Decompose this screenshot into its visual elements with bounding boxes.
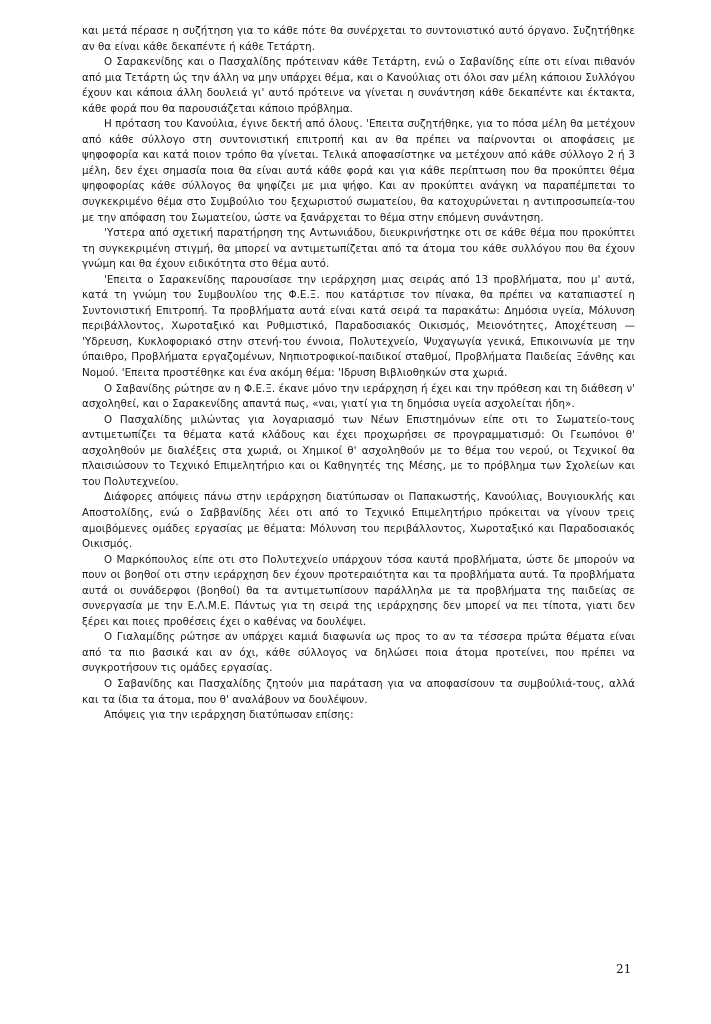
paragraph: Απόψεις για την ιεράρχηση διατύπωσαν επίσης: <box>104 709 354 722</box>
paragraph: και μετά πέρασε η συζήτηση για το κάθε πότε θα συνέρχεται το συντονιστικό αυτό όργανο. Συζητήθηκε αν θα είναι κάθε δεκαπέντε ή κάθε Τετάρτη. <box>82 25 635 53</box>
document-page <box>82 24 635 1004</box>
paragraph: Ο Γιαλαμίδης ρώτησε αν υπάρχει καμιά διαφωνία ως προς το αν τα τέσσερα πρώτα θέματα είναι από τα πιο βασικά και αν όχι, κάθε σύλλογος να δηλώσει ποια άτομα προτείνει, που πρέπει να συγκροτήσουν τις ομάδες εργασίας. <box>82 631 635 675</box>
paragraph: Η πρόταση του Κανούλια, έγινε δεκτή από όλους. 'Επειτα συζητήθηκε, για το πόσα μέλη θα μετέχουν από κάθε σύλλογο στη συντονιστική επιτροπή και αν θα πρέπει να παίρνονται οι αποφάσεις με ψηφοφορία και κατά ποιον τρόπο θα γίνεται. Τελικά αποφασίστηκε να μετέχουν από κάθε σύλλογο 2 ή 3 μέλη, δεν έχει σημασία ποια θα είναι αυτά κάθε φορά και για κάθε περίπτωση που θα προκύπτει θέμα ψηφοφορίας κάθε σύλλογος θα ψηφίζει με μια ψήφο. Και αν προκύπτει ανάγκη να παραπέμπεται το συγκεκριμένο θέμα στο Συμβούλιο του ξεχωριστού σωματείου, θα κατοχυρώνεται η αντιπροσωπεία-του με την απόφαση του Σωματείου, ώστε να ξανάρχεται το θέμα στην επόμενη συνάντηση. <box>82 118 635 224</box>
page-number: 21 <box>616 962 632 976</box>
body-text <box>82 24 635 724</box>
paragraph: Διάφορες απόψεις πάνω στην ιεράρχηση διατύπωσαν οι Παπακωστής, Κανούλιας, Βουγιουκλής και Αποστολίδης, ενώ ο Σαββανίδης λέει οτι από το Τεχνικό Επιμελητήριο πρόκειται να γίνουν τρεις αμοιβόμενες ομάδες εργασίας με θέματα: Μόλυνση του περιβάλλοντος, Χωροταξικό και Παραδοσιακός Οικισμός. <box>82 491 635 551</box>
paragraph: Ο Σαρακενίδης και ο Πασχαλίδης πρότειναν κάθε Τετάρτη, ενώ ο Σαβανίδης είπε οτι είναι πιθανόν από μια Τετάρτη ώς την άλλη να μην υπάρχει θέμα, και ο Κανούλιας οτι όλοι σαν μέλη κάποιου Συλλόγου έχουν και κάποια άλλη δουλειά γι' αυτό πρότεινε να γίνεται η συνάντηση κάθε δεκαπέντε και έκτακτα, κάθε φορά που θα παρουσιάζεται κάποιο πρόβλημα. <box>82 56 635 115</box>
paragraph: Ο Μαρκόπουλος είπε οτι στο Πολυτεχνείο υπάρχουν τόσα καυτά προβλήματα, ώστε δε μπορούν να πουν οι βοηθοί οτι στην ιεράρχηση δεν έχουν προτεραιότητα και τα προβλήματα αυτά. Τα προβλήματα αυτά οι συνάδερφοι (βοηθοί) θα τα αντιμετωπίσουν παράλληλα με τα προβλήματα της παιδείας σε συνεργασία με την Ε.Λ.Μ.Ε. Πάντως για τη σειρά της ιεράρχησης δεν μπορεί να πει τίποτα, γιατι δεν ξέρει και ποιες προθέσεις έχει ο καθένας να δουλέψει. <box>82 553 635 628</box>
paragraph: Ο Σαβανίδης και Πασχαλίδης ζητούν μια παράταση για να αποφασίσουν τα συμβούλιά-τους, αλλά και τα ίδια τα άτομα, που θ' αναλάβουν να δουλέψουν. <box>82 677 635 706</box>
paragraph: 'Υστερα από σχετική παρατήρηση της Αντωνιάδου, διευκρινήστηκε οτι σε κάθε θέμα που προκύπτει τη συγκεκριμένη στιγμή, θα μπορεί να αντιμετωπίζεται από τα άτομα του κάθε συλλόγου που θα έχουν γνώμη και θα έχουν ειδικότητα στο θέμα αυτό. <box>82 227 635 271</box>
paragraph: Ο Σαβανίδης ρώτησε αν η Φ.Ε.Ξ. έκανε μόνο την ιεράρχηση ή έχει και την πρόθεση και τη διάθεση ν' ασχοληθεί, και ο Σαρακενίδης απαντά πως, «ναι, γιατί για τη δημόσια υγεία ασχολείται ήδη». <box>82 382 635 411</box>
paragraph: 'Επειτα ο Σαρακενίδης παρουσίασε την ιεράρχηση μιας σειράς από 13 προβλήματα, που μ' αυτά, κατά τη γνώμη του Συμβουλίου της Φ.Ε.Ξ. που κατάρτισε τον πίνακα, θα πρέπει να καταπιαστεί η Συντονιστική Επιτροπή. Τα προβλήματα αυτά είναι κατά σειρά τα παρακάτω: Δημόσια υγεία, Μόλυνση περιβάλλοντος, Χωροταξικό και Ρυθμιστικό, Παραδοσιακός Οικισμός, Μειονότητες, Αποχέτευση — 'Υδρευση, Κυκλοφοριακό στην στενή-του έννοια, Πολυτεχνείο, Ψυχαγωγία γενικά, Επικοινωνία με την ύπαιθρο, Προβλήματα εργαζομένων, Νηπιοτροφικοί-παιδικοί σταθμοί, Προβλήματα Παιδείας Ξάνθης και Νομού. 'Επειτα προστέθηκε και ένα ακόμη θέμα: 'Ιδρυση Βιβλιοθηκών στα χωριά. <box>82 273 635 380</box>
paragraph: Ο Πασχαλίδης μιλώντας για λογαριασμό των Νέων Επιστημόνων είπε οτι το Σωματείο-τους αντιμετωπίζει τα θέματα κατά κλάδους και έχει προχωρήσει σε προγραμματισμό: Οι Γεωπόνοι θ' ασχοληθούν με διαλέξεις στα χωριά, οι Χημικοί θ' ασχοληθούν με το θέμα του νερού, οι Τεχνικοί θα πλαισιώσουν το Τεχνικό Επιμελητήριο και οι Καθηγητές της Μέσης, με το πρόβλημα των Σχολείων και του Πολυτεχνείου. <box>82 413 635 488</box>
